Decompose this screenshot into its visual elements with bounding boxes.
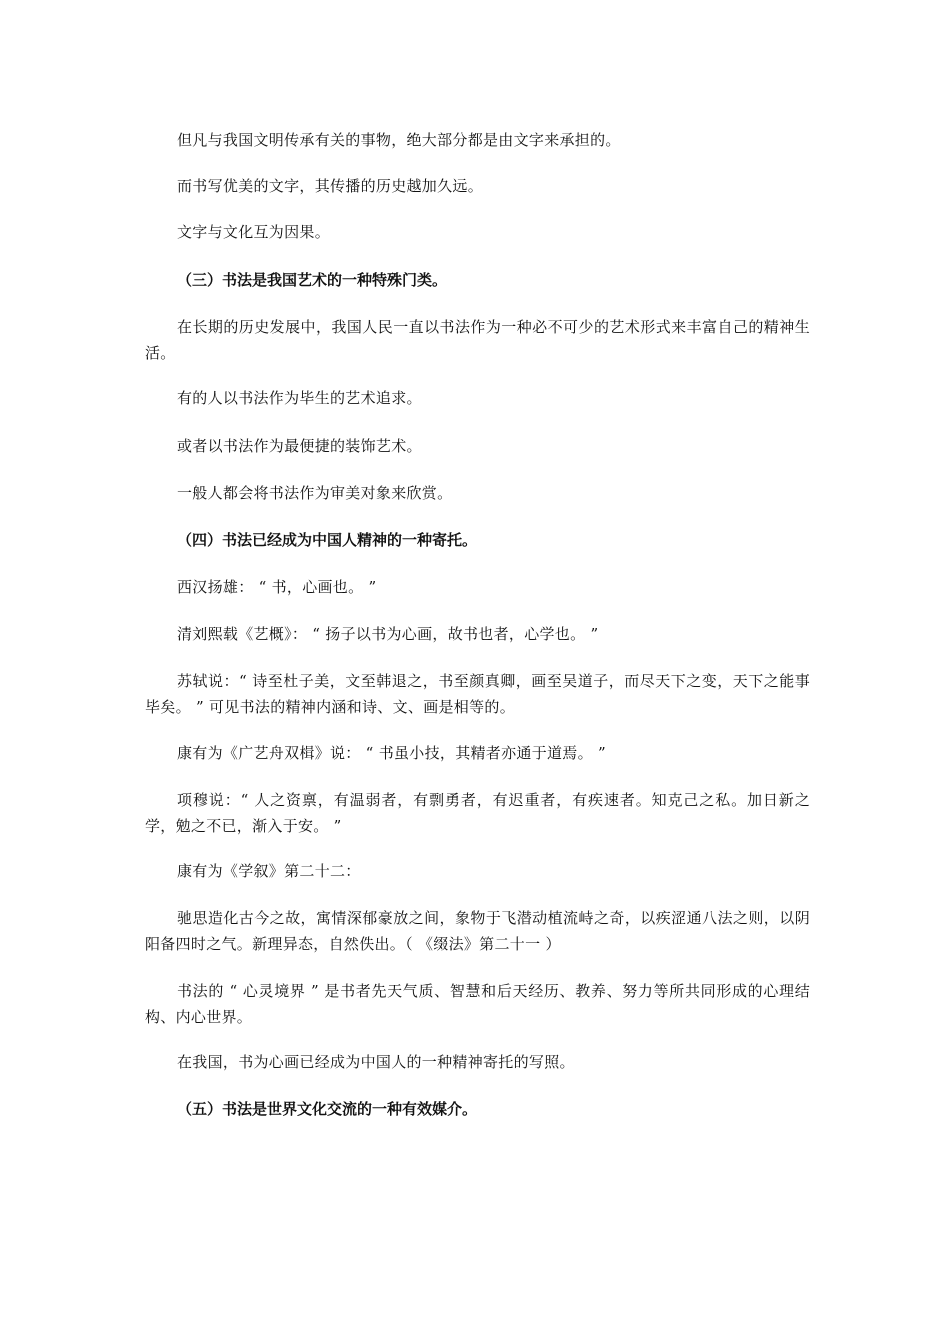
paragraph-3: 文字与文化互为因果。 [177,223,331,241]
document-page [145,0,810,1344]
paragraph-5: 有的人以书法作为毕生的艺术追求。 [177,389,422,407]
paragraph-10: 苏轼说：“ 诗至杜子美，文至韩退之，书至颜真卿，画至吴道子，而尽天下之变，天下之能事毕矣。 ” 可见书法的精神内涵和诗、文、画是相等的。 [145,672,810,716]
paragraph-2: 而书写优美的文字，其传播的历史越加久远。 [177,177,484,195]
paragraph-13: 康有为《学叙》第二十二： [177,862,361,880]
section-heading-4: （四）书法已经成为中国人精神的一种寄托。 [177,531,478,549]
paragraph-8: 西汉扬雄： “ 书，心画也。 ” [177,578,377,596]
section-heading-5: （五）书法是世界文化交流的一种有效媒介。 [177,1100,478,1118]
paragraph-16: 在我国，书为心画已经成为中国人的一种精神寄托的写照。 [177,1053,575,1071]
paragraph-9: 清刘熙载《艺概》： “ 扬子以书为心画，故书也者，心学也。 ” [177,625,599,643]
paragraph-15: 书法的 “ 心灵境界 ” 是书者先天气质、智慧和后天经历、教养、努力等所共同形成的心理结构、内心世界。 [145,982,810,1026]
paragraph-12: 项穆说：“ 人之资禀，有温弱者，有剽勇者，有迟重者，有疾速者。知克己之私。加日新之学，勉之不已，渐入于安。 ” [145,791,810,835]
section-heading-3: （三）书法是我国艺术的一种特殊门类。 [177,271,448,289]
paragraph-1: 但凡与我国文明传承有关的事物，绝大部分都是由文字来承担的。 [177,131,621,149]
paragraph-14: 驰思造化古今之故，寓情深郁豪放之间，象物于飞潜动植流峙之奇，以疾涩通八法之则，以阴阳备四时之气。新理异态，自然佚出。（ 《缀法》第二十一 ） [145,909,810,953]
paragraph-6: 或者以书法作为最便捷的装饰艺术。 [177,437,422,455]
paragraph-11: 康有为《广艺舟双楫》说： “ 书虽小技，其精者亦通于道焉。 ” [177,744,606,762]
paragraph-7: 一般人都会将书法作为审美对象来欣赏。 [177,484,453,502]
paragraph-4: 在长期的历史发展中，我国人民一直以书法作为一种必不可少的艺术形式来丰富自己的精神生活。 [145,318,810,362]
